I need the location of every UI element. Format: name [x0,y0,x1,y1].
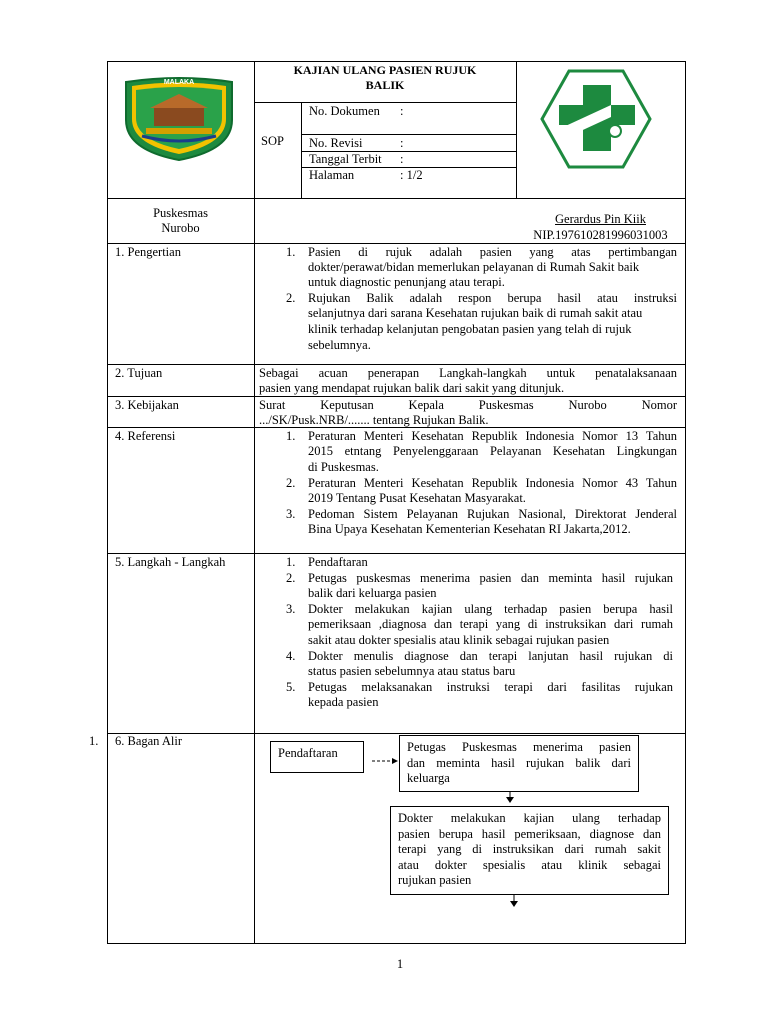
list-item-line: Dokter menulis diagnose dan terapi lanjutan hasil rujukan di [308,649,673,663]
puskesmas-logo [539,69,653,169]
list-item-line: klinik terhadap kelanjutan pengobatan pasien yang telah di rujuk [308,322,632,336]
flow-box-petugas [399,735,639,792]
flow-box-line: atau dokter spesialis atau klinik sebagai [398,857,661,872]
flow-box-text: Pendaftaran [278,746,338,760]
page-number: 1 [396,957,404,971]
section-label-pengertian: 1. Pengertian [115,245,181,259]
regency-crest-logo [120,72,238,162]
list-item-line: status pasien sebelumnya atau status baru [308,664,516,678]
outer-list-number: 1. [89,734,99,748]
no-revisi-label: No. Revisi [309,136,363,150]
section-label-bagan-alir: 6. Bagan Alir [115,734,183,748]
list-item-line: Pasien di rujuk adalah pasien yang atas pertimbangan [308,245,677,259]
list-number: 1. [286,429,296,443]
list-item-line: di Puskesmas. [308,460,379,474]
list-item-line: sebelumnya. [308,338,371,352]
halaman-label: Halaman [309,168,355,182]
list-item-line: Peraturan Menteri Kesehatan Republik Indonesia Nomor 43 Tahun [308,476,677,490]
flow-box-line: dan meminta hasil rujukan balik dari [407,755,631,770]
flow-arrow-down [508,895,520,909]
flow-box-line: Dokter melakukan kajian ulang terhadap [398,811,661,825]
list-item-line: dokter/perawat/bidan memerlukan pelayanan di Rumah Sakit baik [308,260,640,274]
list-number: 5. [286,680,296,694]
list-item-line: Dokter melakukan kajian ulang terhadap pasien berupa hasil [308,602,673,616]
tanggal-terbit-label: Tanggal Terbit [309,152,382,166]
no-dokumen-label: No. Dokumen [309,104,380,118]
document-title-line1: KAJIAN ULANG PASIEN RUJUK [293,63,477,77]
kebijakan-line: .../SK/Pusk.NRB/....... tentang Rujukan Balik. [259,413,489,427]
list-item-line: pemeriksaan ,diagnosa dan terapi yang di instruksikan dari rumah [308,617,673,631]
list-item-line: sakit atau dokter spesialis atau klinik sebagai rujukan pasien [308,633,610,647]
list-item-line: Rujukan Balik adalah respon berupa hasil atau instruksi [308,291,677,305]
flow-box-pendaftaran [270,741,364,773]
list-number: 3. [286,507,296,521]
signer-name: Gerardus Pin Kiik [555,212,646,226]
section-label-tujuan: 2. Tujuan [115,366,163,380]
list-number: 3. [286,602,296,616]
list-item-line: Pendaftaran [308,555,368,569]
list-number: 2. [286,476,296,490]
list-item-line: Petugas puskesmas menerima pasien dan meminta hasil rujukan [308,571,673,585]
list-item-line: Petugas melaksanakan instruksi terapi dari fasilitas rujukan [308,680,673,694]
list-item-line: 2015 etntang Penyelenggaraan Pelayanan Kesehatan Lingkungan [308,444,677,458]
section-label-kebijakan: 3. Kebijakan [115,398,179,412]
flow-box-line: pasien berupa hasil pemeriksaan, diagnose dan [398,826,661,841]
list-number: 2. [286,571,296,585]
list-number: 2. [286,291,296,305]
list-number: 4. [286,649,296,663]
flow-box-line: keluarga [407,771,450,785]
document-title-line2: BALIK [365,78,405,92]
flow-arrow-down [504,792,516,804]
list-item-line: balik dari keluarga pasien [308,586,437,600]
flow-box-dokter [390,806,669,895]
kebijakan-line: Surat Keputusan Kepala Puskesmas Nurobo Nomor [259,398,677,412]
no-dokumen-value: : [400,104,404,118]
list-item-line: 2019 Tentang Pusat Kesehatan Masyarakat. [308,491,526,505]
list-item-line: Pedoman Sistem Pelayanan Rujukan Nasional, Direktorat Jenderal [308,507,677,521]
list-item-line: Bina Upaya Kesehatan Kementerian Kesehatan RI Jakarta,2012. [308,522,631,536]
tujuan-line: pasien yang mendapat rujukan balik dari sakit yang ditunjuk. [259,381,565,395]
halaman-value: : 1/2 [400,168,423,182]
section-label-langkah: 5. Langkah - Langkah [115,555,226,569]
flow-box-line: rujukan pasien [398,873,472,887]
list-number: 1. [286,555,296,569]
org-name-line1: Puskesmas [153,206,208,220]
flow-box-line: Petugas Puskesmas menerima pasien [407,740,631,754]
flow-box-line: terapi yang di instruksikan dari rumah sakit [398,842,661,856]
list-item-line: untuk diagnostic penunjang atau terapi. [308,275,505,289]
tanggal-terbit-value: : [400,152,404,166]
crest-banner-text: MALAKA [163,79,195,86]
list-number: 1. [286,245,296,259]
sop-label: SOP [261,134,284,148]
signer-nip: NIP.197610281996031003 [533,228,668,242]
list-item-line: selanjutnya dari sarana Kesehatan rujukan baik di rumah sakit atau [308,306,643,320]
section-label-referensi: 4. Referensi [115,429,176,443]
flow-arrow-right [370,756,400,766]
tujuan-line: Sebagai acuan penerapan Langkah-langkah untuk penatalaksanaan [259,366,677,380]
org-name-line2: Nurobo [161,221,200,235]
list-item-line: kepada pasien [308,695,379,709]
list-item-line: Peraturan Menteri Kesehatan Republik Indonesia Nomor 13 Tahun [308,429,677,443]
no-revisi-value: : [400,136,404,150]
